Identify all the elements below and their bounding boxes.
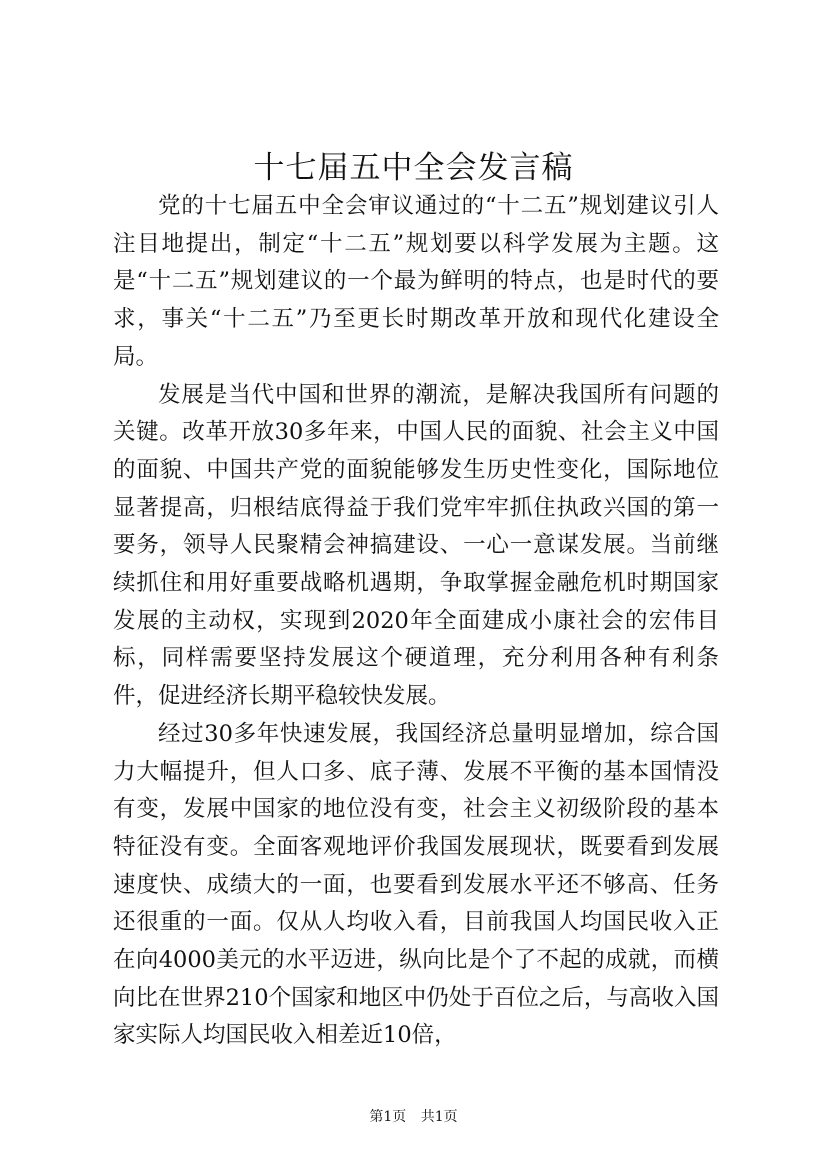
paragraph-3: 经过30多年快速发展，我国经济总量明显增加，综合国力大幅提升，但人口多、底子薄、发展不平衡的基本国情没有变，发展中国家的地位没有变，社会主义初级阶段的基本特征没有变。全面客观地评价我国发展现状，既要看到发展速度快、成绩大的一面，也要看到发展水平还不够高、任务还很重的一面。仅从人均收入看，目前我国人均国民收入正在向4000美元的水平迈进，纵向比是个了不起的成就，而横向比在世界210个国家和地区中仍处于百位之后，与高收入国家实际人均国民收入相差近10倍， bbox=[113, 720, 719, 1049]
page-title: 十七届五中全会发言稿 bbox=[253, 150, 574, 186]
page-number: 第1页 bbox=[369, 1109, 407, 1125]
paragraph-1: 党的十七届五中全会审议通过的“十二五”规划建议引人注目地提出，制定“十二五”规划要以科学发展为主题。这是“十二五”规划建议的一个最为鲜明的特点，也是时代的要求，事关“十二五”乃至更长时期改革开放和现代化建设全局。 bbox=[113, 193, 719, 370]
paragraph-2: 发展是当代中国和世界的潮流，是解决我国所有问题的关键。改革开放30多年来，中国人民的面貌、社会主义中国的面貌、中国共产党的面貌能够发生历史性变化，国际地位显著提高，归根结底得益于我们党牢牢抓住执政兴国的第一要务，领导人民聚精会神搞建设、一心一意谋发展。当前继续抓住和用好重要战略机遇期，争取掌握金融危机时期国家发展的主动权，实现到2020年全面建成小康社会的宏伟目标，同样需要坚持发展这个硬道理，充分利用各种有利条件，促进经济长期平稳较快发展。 bbox=[113, 381, 719, 710]
page-footer bbox=[0, 1107, 827, 1127]
document-body bbox=[113, 188, 719, 1055]
page-total: 共1页 bbox=[420, 1109, 458, 1125]
